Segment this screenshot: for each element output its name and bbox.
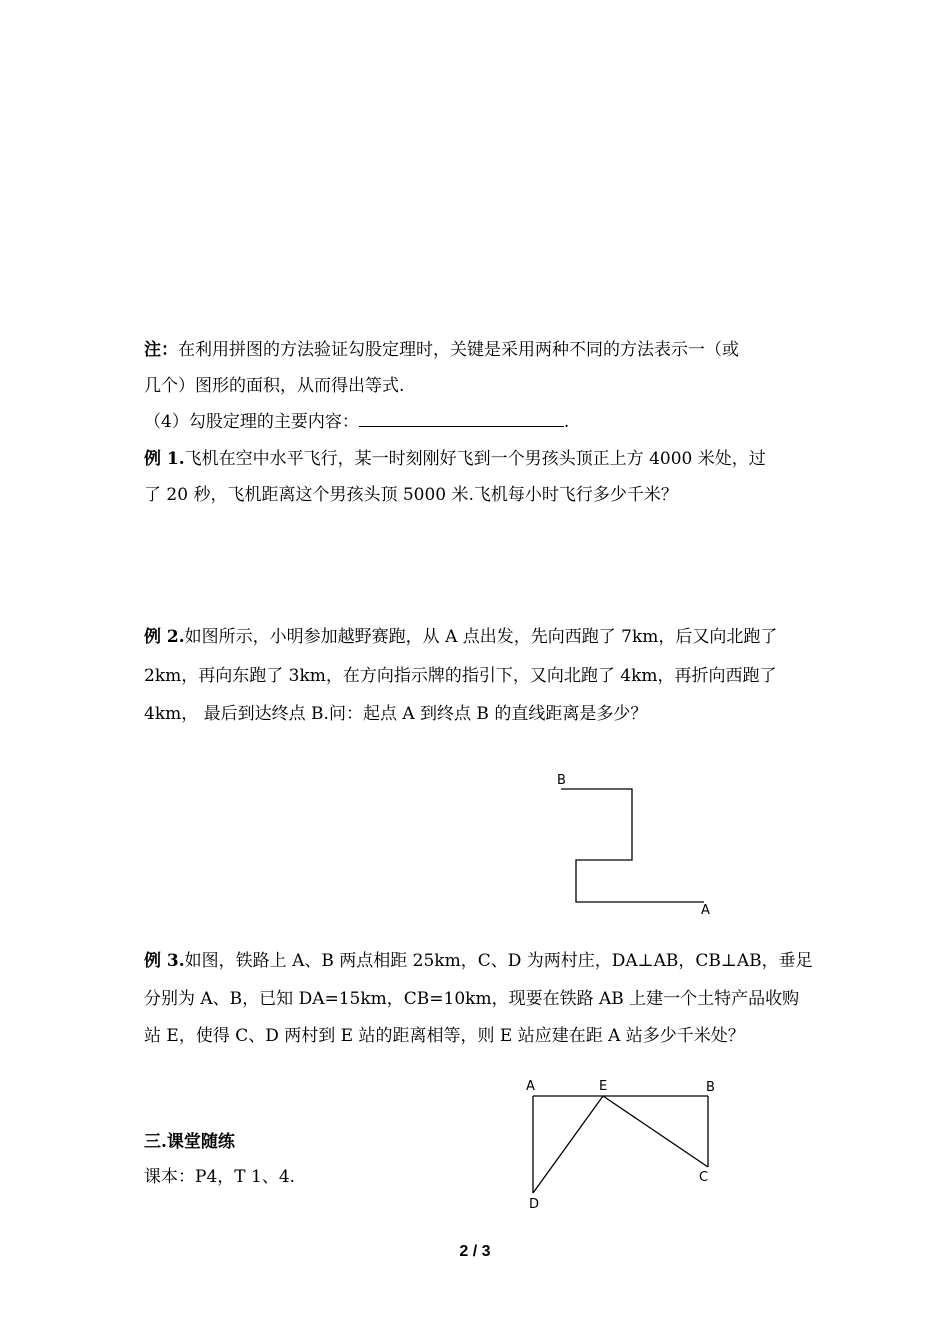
example-1-label: 例 1. bbox=[144, 449, 185, 469]
note-line-2: 几个）图形的面积，从而得出等式. bbox=[144, 376, 405, 396]
example-3-label: 例 3. bbox=[144, 951, 185, 971]
example-1-line-1 bbox=[144, 447, 766, 471]
example-1-text-1: 飞机在空中水平飞行，某一时刻刚好飞到一个男孩头顶正上方 4000 米处，过 bbox=[184, 449, 766, 469]
practice-heading: 三.课堂随练 bbox=[144, 1132, 235, 1152]
label-b: B bbox=[706, 1080, 715, 1095]
example-2-line-2: 2km，再向东跑了 3km，在方向指示牌的指引下，又向北跑了 4km，再折向西跑了 bbox=[144, 666, 777, 686]
example-2-line-1 bbox=[144, 625, 777, 649]
note-line-1 bbox=[144, 338, 739, 362]
label-c: C bbox=[699, 1170, 709, 1185]
answer-blank[interactable] bbox=[359, 409, 564, 427]
example-3-line-1 bbox=[144, 949, 813, 973]
running-path bbox=[561, 789, 704, 902]
example-2-label: 例 2. bbox=[144, 627, 185, 647]
note-label: 注： bbox=[144, 340, 178, 360]
note-text-1: 在利用拼图的方法验证勾股定理时，关键是采用两种不同的方法表示一（或 bbox=[178, 340, 739, 360]
example-1-line-2: 了 20 秒，飞机距离这个男孩头顶 5000 米.飞机每小时飞行多少千米？ bbox=[144, 485, 678, 505]
item-4 bbox=[144, 409, 569, 434]
label-d: D bbox=[529, 1197, 540, 1212]
example-2-text-1: 如图所示，小明参加越野赛跑，从 A 点出发，先向西跑了 7km，后又向北跑了 bbox=[184, 627, 778, 647]
segment-ec bbox=[603, 1096, 708, 1167]
example-2-line-3: 4km， 最后到达终点 B.问：起点 A 到终点 B 的直线距离是多少？ bbox=[144, 704, 648, 724]
example-3-text-1: 如图，铁路上 A、B 两点相距 25km，C、D 为两村庄，DA⊥AB，CB⊥AB，垂足 bbox=[184, 951, 813, 971]
example-3-line-2: 分别为 A、B，已知 DA=15km，CB=10km，现要在铁路 AB 上建一个土特产品收购 bbox=[144, 989, 800, 1009]
page-number: 2 / 3 bbox=[459, 1243, 491, 1260]
label-a: A bbox=[701, 903, 710, 918]
label-a: A bbox=[526, 1079, 535, 1094]
label-e: E bbox=[599, 1079, 608, 1094]
item-4-suffix: . bbox=[563, 412, 570, 432]
practice-text: 课本：P4，T 1、4. bbox=[144, 1167, 296, 1187]
example-3-line-3: 站 E，使得 C、D 两村到 E 站的距离相等，则 E 站应建在距 A 站多少千米处？ bbox=[144, 1026, 745, 1046]
segment-de bbox=[533, 1096, 603, 1193]
label-b: B bbox=[557, 773, 566, 788]
item-4-prefix: （4）勾股定理的主要内容： bbox=[144, 412, 359, 432]
